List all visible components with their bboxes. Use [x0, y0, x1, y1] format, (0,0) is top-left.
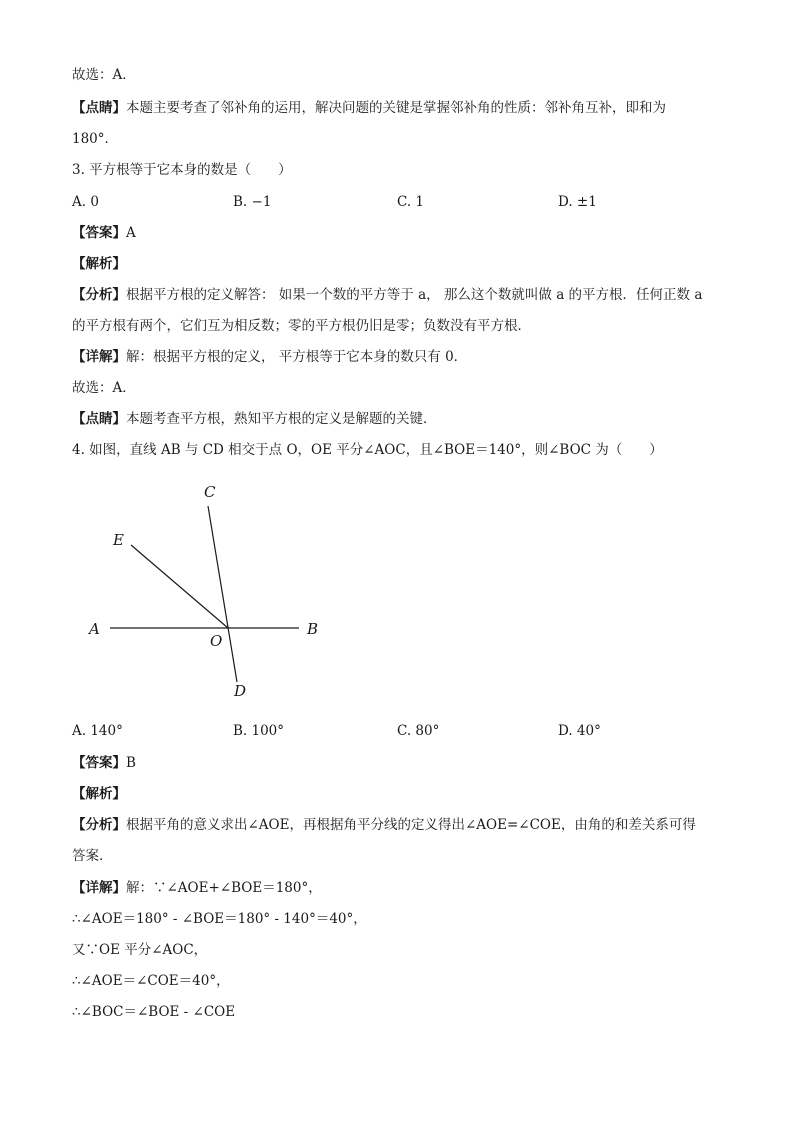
analysis-line: 【分析】根据平方根的定义解答： 如果一个数的平方等于 a， 那么这个数就叫做 a 的平方根．任何正数 a: [72, 287, 703, 303]
solution-step: ∴∠AOE＝180° - ∠BOE＝180° - 140°＝40°，: [72, 911, 367, 927]
label-c: C: [204, 483, 216, 501]
question-4: 4. 如图，直线 AB 与 CD 相交于点 O，OE 平分∠AOC，且∠BOE＝140°，则∠BOC 为（ ）: [72, 442, 663, 458]
comment-line: 【点睛】本题主要考查了邻补角的运用，解决问题的关键是掌握邻补角的性质：邻补角互补，即和为: [72, 100, 666, 116]
analysis-line: 【分析】根据平角的意义求出∠AOE，再根据角平分线的定义得出∠AOE=∠COE，由角的和差关系可得: [72, 817, 696, 833]
answer-choice-line: 故选：A．: [72, 380, 136, 396]
q3-option-d: D. ±1: [558, 194, 597, 210]
section-tag: 【点睛】: [72, 100, 126, 116]
label-b: B: [307, 620, 319, 638]
comment-line-cont: 180°．: [72, 131, 119, 147]
q3-option-a: A. 0: [72, 194, 99, 210]
label-e: E: [113, 531, 124, 549]
q4-option-b: B. 100°: [233, 723, 285, 739]
analysis-heading: 【解析】: [72, 256, 126, 272]
q3-option-b: B. −1: [233, 194, 272, 210]
detail-line: 【详解】解：∵∠AOE+∠BOE＝180°，: [72, 880, 322, 896]
q3-option-c: C. 1: [397, 194, 425, 210]
answer-line: 【答案】B: [72, 755, 136, 771]
q4-option-a: A. 140°: [72, 723, 123, 739]
label-d: D: [234, 682, 247, 700]
analysis-line-cont: 的平方根有两个，它们互为相反数；零的平方根仍旧是零；负数没有平方根．: [72, 318, 531, 334]
label-o: O: [210, 632, 223, 650]
detail-line: 【详解】解：根据平方根的定义， 平方根等于它本身的数只有 0．: [72, 349, 468, 365]
analysis-heading: 【解析】: [72, 786, 126, 802]
solution-step: ∴∠AOE＝∠COE＝40°，: [72, 973, 230, 989]
q4-option-d: D. 40°: [558, 723, 601, 739]
solution-step: 又∵OE 平分∠AOC，: [72, 942, 208, 958]
solution-step: ∴∠BOC＝∠BOE - ∠COE: [72, 1004, 236, 1020]
ray-oe: [131, 545, 228, 628]
question-3: 3. 平方根等于它本身的数是（ ）: [72, 162, 292, 178]
answer-line: 【答案】A: [72, 225, 136, 241]
comment-line: 【点睛】本题考查平方根，熟知平方根的定义是解题的关键．: [72, 411, 437, 427]
answer-choice-line: 故选：A．: [72, 67, 136, 83]
label-a: A: [89, 620, 100, 638]
analysis-line-cont: 答案．: [72, 848, 113, 864]
line-cd: [208, 506, 237, 682]
q4-option-c: C. 80°: [397, 723, 440, 739]
